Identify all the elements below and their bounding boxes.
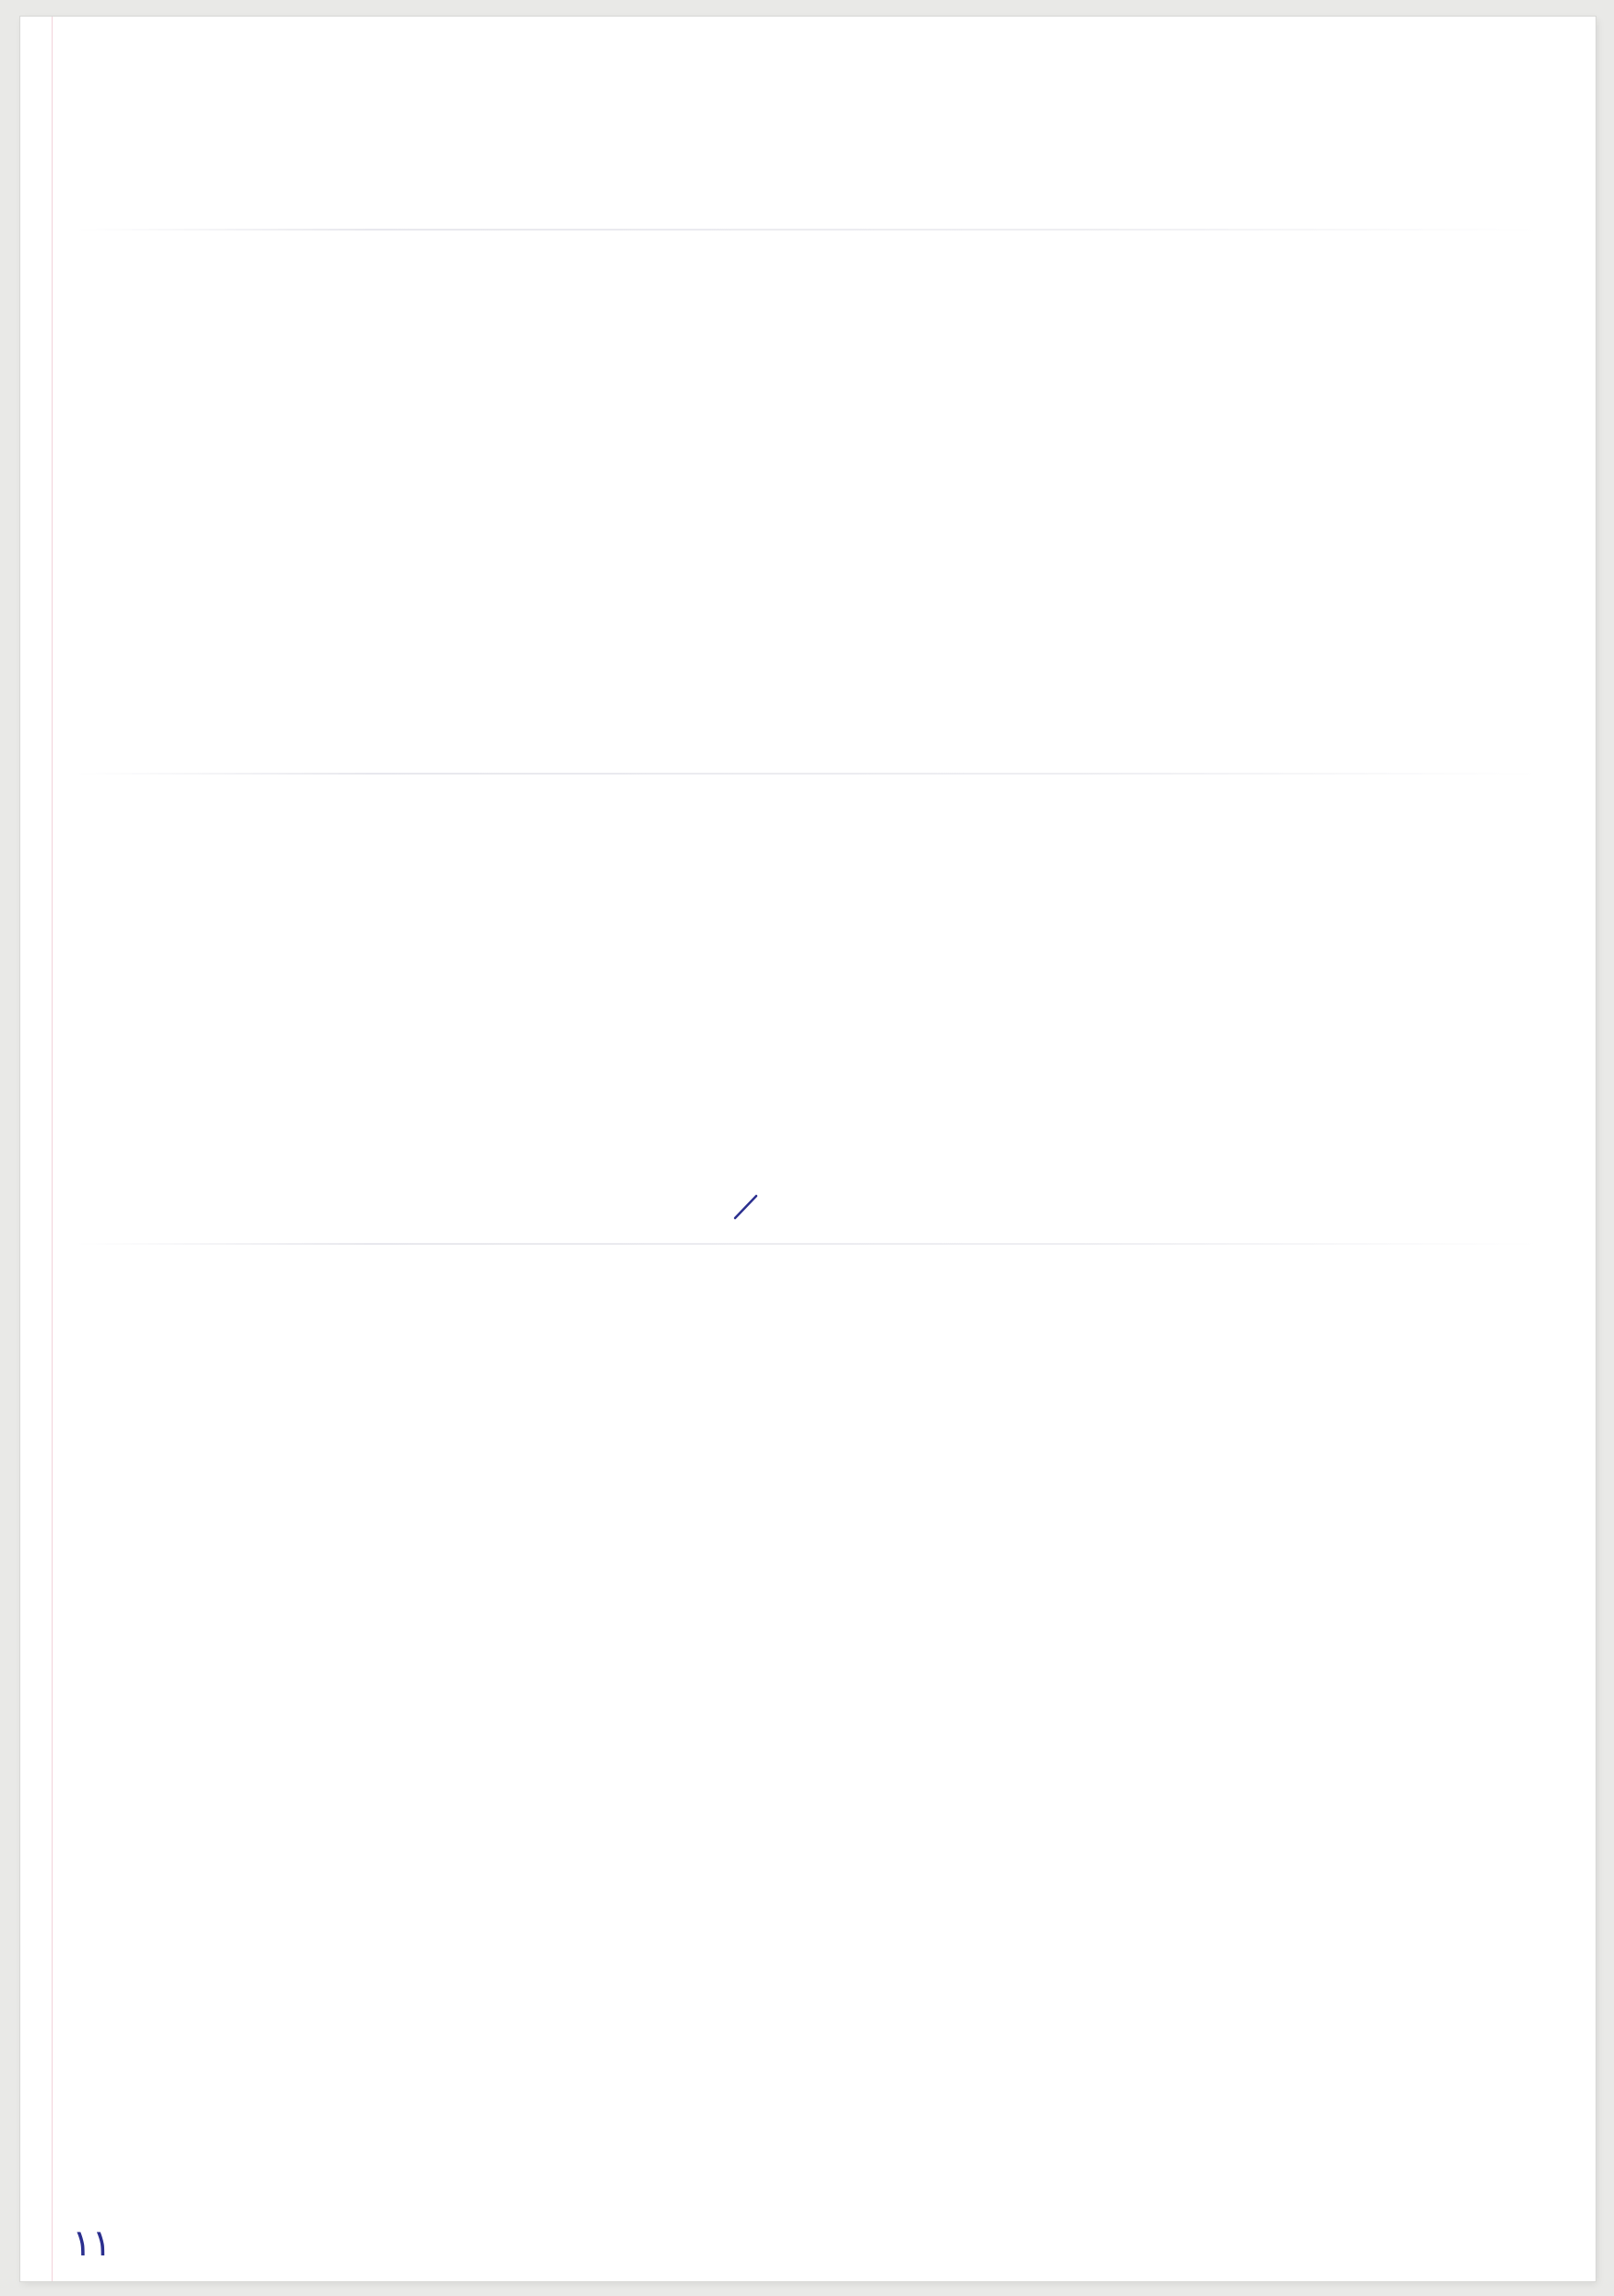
text-line — [85, 1075, 1531, 1167]
text-line — [85, 983, 1531, 1075]
text-line — [85, 1901, 1531, 1994]
text-line — [85, 616, 1531, 708]
text-line — [85, 891, 1531, 983]
text-line — [85, 1809, 1531, 1901]
text-line — [85, 1993, 1531, 2085]
page-margin-line — [52, 17, 53, 2281]
text-line — [85, 707, 1531, 799]
text-line — [85, 340, 1531, 432]
text-line — [85, 524, 1531, 616]
text-line — [85, 1350, 1531, 1442]
text-line — [85, 65, 1531, 157]
text-line — [85, 1259, 1531, 1351]
text-line — [85, 799, 1531, 892]
text-line — [85, 248, 1531, 340]
text-line — [85, 432, 1531, 524]
text-line — [85, 1166, 1531, 1259]
text-line — [85, 1626, 1531, 1718]
page-number: ١١ — [72, 2222, 112, 2265]
text-line — [85, 1534, 1531, 1627]
letter-page — [20, 17, 1596, 2281]
text-line — [85, 1718, 1531, 1810]
text-line — [85, 1442, 1531, 1534]
text-line — [85, 157, 1531, 249]
handwritten-text — [85, 65, 1531, 2281]
text-line — [85, 2085, 1531, 2177]
text-line — [85, 2268, 1531, 2281]
text-line — [85, 2177, 1531, 2269]
